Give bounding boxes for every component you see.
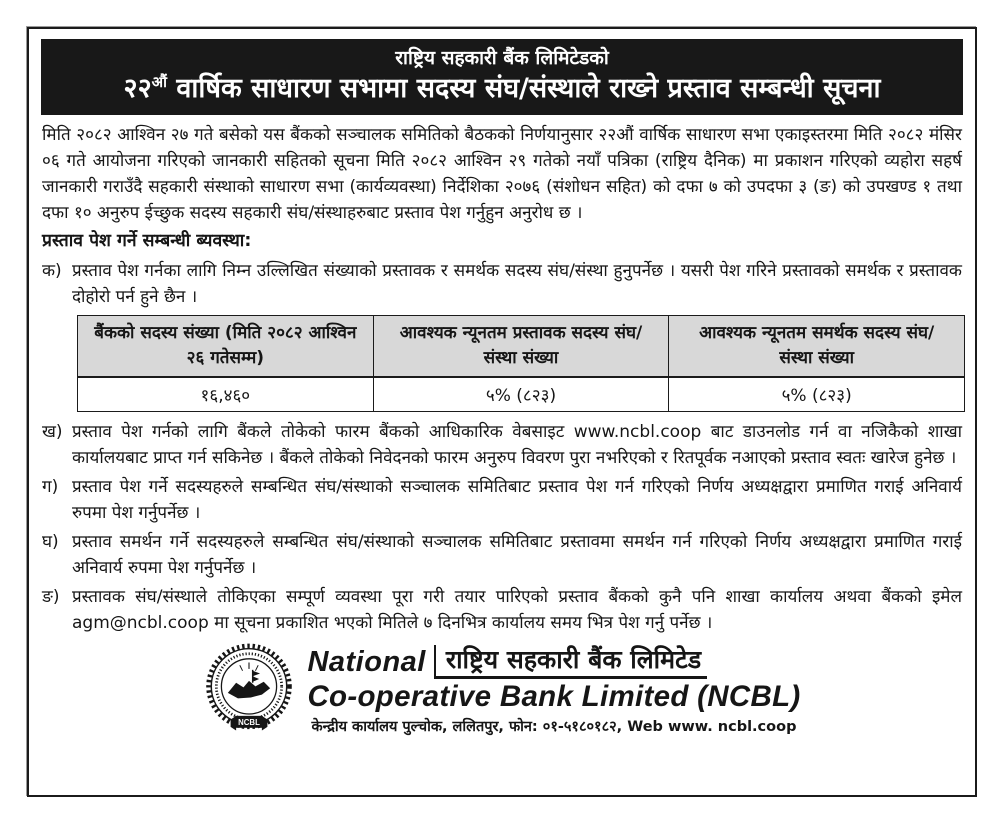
item-text: प्रस्तावक संघ/संस्थाले तोकिएका सम्पूर्ण व्यवस्था पूरा गरी तयार पारिएको प्रस्ताव बैंकको कुनै पनि शाखा कार्यालय अथवा बैंकको इमेल agm@ncbl.coop मा सूचना प्रकाशित भएको मितिले ७ दिनभित्र कार्यालय समय भित्र पेश गर्नु पर्नेछ । — [72, 587, 962, 633]
footer-bank-names — [307, 645, 800, 737]
item-label: घ) — [42, 532, 59, 552]
table-header-row — [78, 316, 965, 378]
notice-title-rest: वार्षिक साधारण सभामा सदस्य संघ/संस्थाले राख्ने प्रस्ताव सम्बन्धी सूचना — [166, 73, 881, 104]
provision-item-nga — [42, 584, 962, 636]
item-text: प्रस्ताव पेश गर्नका लागि निम्न उल्लिखित संख्याको प्रस्तावक र समर्थक सदस्य संघ/संस्था हुनुपर्नेछ । यसरी पेश गरिने प्रस्तावको समर्थक र प्रस्तावक दोहोरो पर्न हुने छैन । — [72, 261, 962, 307]
bank-name-english-full: Co-operative Bank Limited (NCBL) — [307, 680, 801, 713]
notice-title-ordinal-sup: औं — [151, 73, 167, 91]
table-header-cell-members: बैंकको सदस्य संख्या (मिति २०८२ आश्विन २६ गतेसम्म) — [78, 316, 374, 378]
item-label: ग) — [42, 477, 59, 497]
bank-name-nepali-underlined — [434, 645, 707, 679]
ncbl-logo-emblem-icon — [203, 642, 295, 740]
item-label: ख) — [42, 422, 63, 442]
provision-item-kha — [42, 419, 962, 471]
logo-ncbl-label: NCBL — [238, 718, 261, 728]
bank-address-line: केन्द्रीय कार्यालय पुल्चोक, ललितपुर, फोन: ०१-५१८०१८२, Web www. ncbl.coop — [311, 719, 797, 735]
item-text: प्रस्ताव पेश गर्ने सदस्यहरुले सम्बन्धित संघ/संस्थाको सञ्चालक समितिबाट प्रस्ताव पेश गर्न गरिएको निर्णय अध्यक्षद्वारा प्रमाणित गराई अनिवार्य रुपमा पेश गर्नुपर्नेछ । — [72, 477, 962, 523]
table-header-cell-supporters: आवश्यक न्यूनतम समर्थक सदस्य संघ/संस्था संख्या — [669, 316, 965, 378]
table-cell-member-count: १६,४६० — [78, 377, 374, 412]
page-border — [27, 27, 977, 797]
footer-bank-identity — [41, 642, 963, 740]
table-cell-supporter-count: ५% (८२३) — [669, 377, 965, 412]
banner-bank-name: राष्ट्रिय सहकारी बैंक लिमिटेडको — [395, 47, 609, 69]
title-banner — [41, 39, 963, 115]
bank-name-nepali: राष्ट्रिय सहकारी बैंक लिमिटेड — [445, 645, 702, 674]
provision-item-ga — [42, 474, 962, 526]
member-count-table — [77, 315, 965, 412]
notice-title-number: २२ — [123, 73, 152, 104]
provision-item-gha — [42, 529, 962, 581]
bank-name-english: National — [307, 645, 426, 678]
table-data-row — [78, 377, 965, 412]
item-label: क) — [42, 261, 62, 281]
table-header-cell-proposers: आवश्यक न्यूनतम प्रस्तावक सदस्य संघ/संस्था संख्या — [373, 316, 669, 378]
item-text: प्रस्ताव समर्थन गर्ने सदस्यहरुले सम्बन्धित संघ/संस्थाको सञ्चालक समितिबाट प्रस्तावमा समर्थन गर्न गरिएको निर्णय अध्यक्षद्वारा प्रमाणित गराई अनिवार्य रुपमा पेश गर्नुपर्नेछ । — [72, 532, 962, 578]
table-cell-proposer-count: ५% (८२३) — [373, 377, 669, 412]
notice-title — [47, 72, 957, 106]
bank-name-row — [307, 645, 800, 679]
item-label: ङ) — [42, 587, 60, 607]
provision-item-ka — [42, 258, 962, 310]
intro-paragraph: मिति २०८२ आश्विन २७ गते बसेको यस बैंकको सञ्चालक समितिको बैठकको निर्णयानुसार २२औं वार्षिक साधारण सभा एकाइस्तरमा मिति २०८२ मंसिर ०६ गते आयोजना गरिएको जानकारी सहितको सूचना मिति २०८२ आश्विन २९ गतेको नयाँ पत्रिका (राष्ट्रिय दैनिक) मा प्रकाशन गरिएको व्यहोरा सहर्ष जानकारी गराउँदै सहकारी संस्थाको साधारण सभा (कार्यव्यवस्था) निर्देशिका २०७६ (संशोधन सहित) को दफा ७ को उपदफा ३ (ङ) को उपखण्ड १ तथा दफा १० अनुरुप ईच्छुक सदस्य सहकारी संघ/संस्थाहरुबाट प्रस्ताव पेश गर्नुहुन अनुरोध छ । — [42, 125, 962, 223]
section-heading: प्रस्ताव पेश गर्ने सम्बन्धी ब्यवस्था: — [42, 231, 252, 251]
item-text: प्रस्ताव पेश गर्नको लागि बैंकले तोकेको फारम बैंकको आधिकारिक वेबसाइट www.ncbl.coop बाट डाउनलोड गर्न वा नजिकैको शाखा कार्यालयबाट प्राप्त गर्न सकिनेछ । बैंकले तोकेको निवेदनको फारम अनुरुप विवरण पुरा नभरिएको र रितपूर्वक नआएको प्रस्ताव स्वतः खारेज हुनेछ । — [72, 422, 962, 468]
